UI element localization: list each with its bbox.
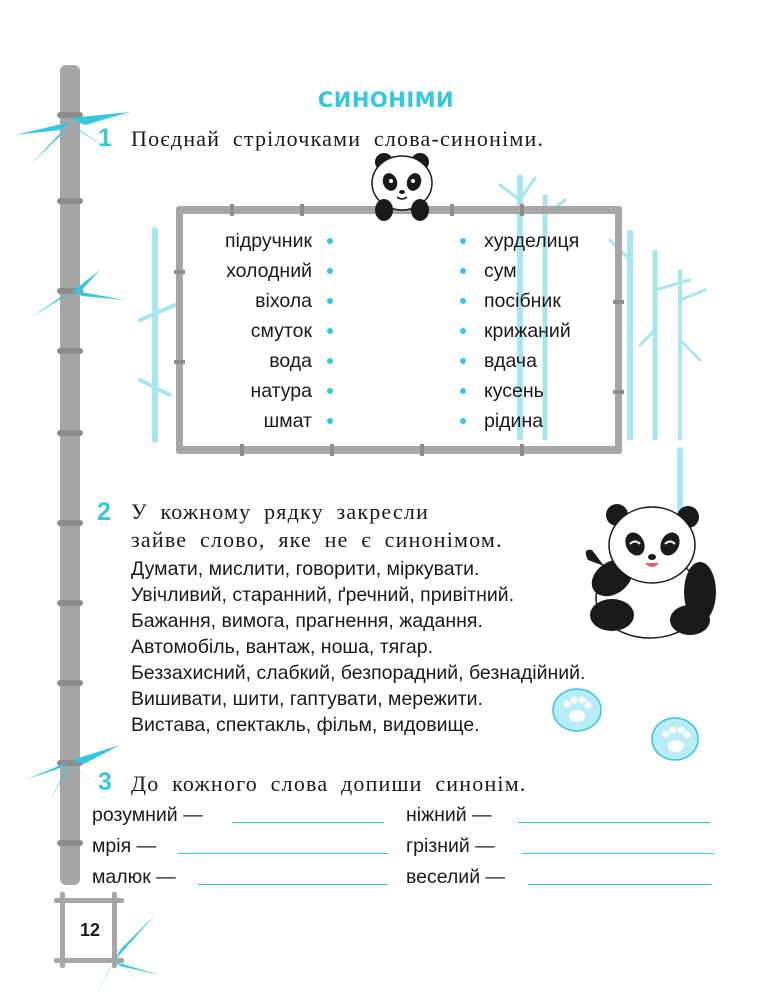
- left-connect-dot[interactable]: [327, 388, 333, 394]
- right-word: кусень: [484, 380, 544, 402]
- word-row[interactable]: Автомобіль, вантаж, ноша, тягар.: [131, 636, 434, 658]
- right-word: крижаний: [484, 320, 571, 342]
- word-row[interactable]: Вишивати, шити, гаптувати, мережити.: [131, 688, 483, 710]
- task-1-instruction: Поєднай стрілочками слова-синоніми.: [131, 126, 545, 151]
- answer-label: ніжний —: [406, 804, 492, 826]
- right-word: хурделиця: [484, 230, 580, 252]
- word-row[interactable]: Увічливий, старанний, ґречний, привітний.: [131, 584, 515, 606]
- task-2-instruction-line-2: зайве слово, яке не є синонімом.: [131, 527, 503, 552]
- left-word: вода: [269, 350, 312, 372]
- panda-waving-icon: [585, 504, 716, 638]
- left-word: віхола: [255, 290, 312, 312]
- task-3-instruction: До кожного слова допиши синонім.: [131, 771, 527, 796]
- page-number: 12: [79, 920, 101, 940]
- word-row[interactable]: Беззахисний, слабкий, безпорадний, безнадійний.: [131, 662, 586, 684]
- answer-label: веселий —: [406, 866, 506, 888]
- word-row[interactable]: Вистава, спектакль, фільм, видовище.: [131, 714, 480, 736]
- answer-label: розумний —: [92, 804, 203, 826]
- word-row[interactable]: Бажання, вимога, прагнення, жадання.: [131, 610, 483, 632]
- task-2-instruction-line-1: У кожному рядку закресли: [131, 499, 430, 524]
- answer-label: грізний —: [406, 835, 495, 857]
- left-word: шмат: [263, 410, 312, 432]
- task-1-number: 1: [98, 124, 112, 152]
- left-connect-dot[interactable]: [327, 328, 333, 334]
- task-2-number: 2: [97, 498, 111, 526]
- right-word: рідина: [484, 410, 544, 432]
- answer-line[interactable]: [528, 884, 712, 885]
- left-connect-dot[interactable]: [327, 268, 333, 274]
- left-word: холодний: [226, 260, 312, 282]
- right-connect-dot[interactable]: [460, 328, 466, 334]
- right-connect-dot[interactable]: [460, 358, 466, 364]
- answer-label: малюк —: [92, 866, 176, 888]
- answer-line[interactable]: [232, 822, 384, 823]
- answer-line[interactable]: [518, 822, 710, 823]
- right-word: сум: [484, 260, 517, 282]
- right-connect-dot[interactable]: [460, 268, 466, 274]
- answer-line[interactable]: [522, 853, 714, 854]
- left-word: смуток: [250, 320, 312, 342]
- page-title: СИНОНІМИ: [317, 88, 455, 112]
- answer-label: мрія —: [92, 835, 157, 857]
- right-connect-dot[interactable]: [460, 418, 466, 424]
- left-connect-dot[interactable]: [327, 238, 333, 244]
- answer-line[interactable]: [178, 853, 388, 854]
- bamboo-icon: [15, 65, 130, 885]
- left-word: підручник: [225, 230, 312, 252]
- word-row[interactable]: Думати, мислити, говорити, міркувати.: [131, 558, 480, 580]
- left-connect-dot[interactable]: [327, 358, 333, 364]
- paw-print-icon: [652, 718, 698, 760]
- task-3-number: 3: [98, 768, 112, 796]
- right-word: вдача: [484, 350, 537, 372]
- paw-print-icon: [553, 689, 601, 731]
- right-word: посібник: [484, 290, 561, 312]
- right-connect-dot[interactable]: [460, 388, 466, 394]
- left-connect-dot[interactable]: [327, 298, 333, 304]
- right-connect-dot[interactable]: [460, 298, 466, 304]
- left-word: натура: [250, 380, 312, 402]
- left-connect-dot[interactable]: [327, 418, 333, 424]
- right-connect-dot[interactable]: [460, 238, 466, 244]
- answer-line[interactable]: [198, 884, 388, 885]
